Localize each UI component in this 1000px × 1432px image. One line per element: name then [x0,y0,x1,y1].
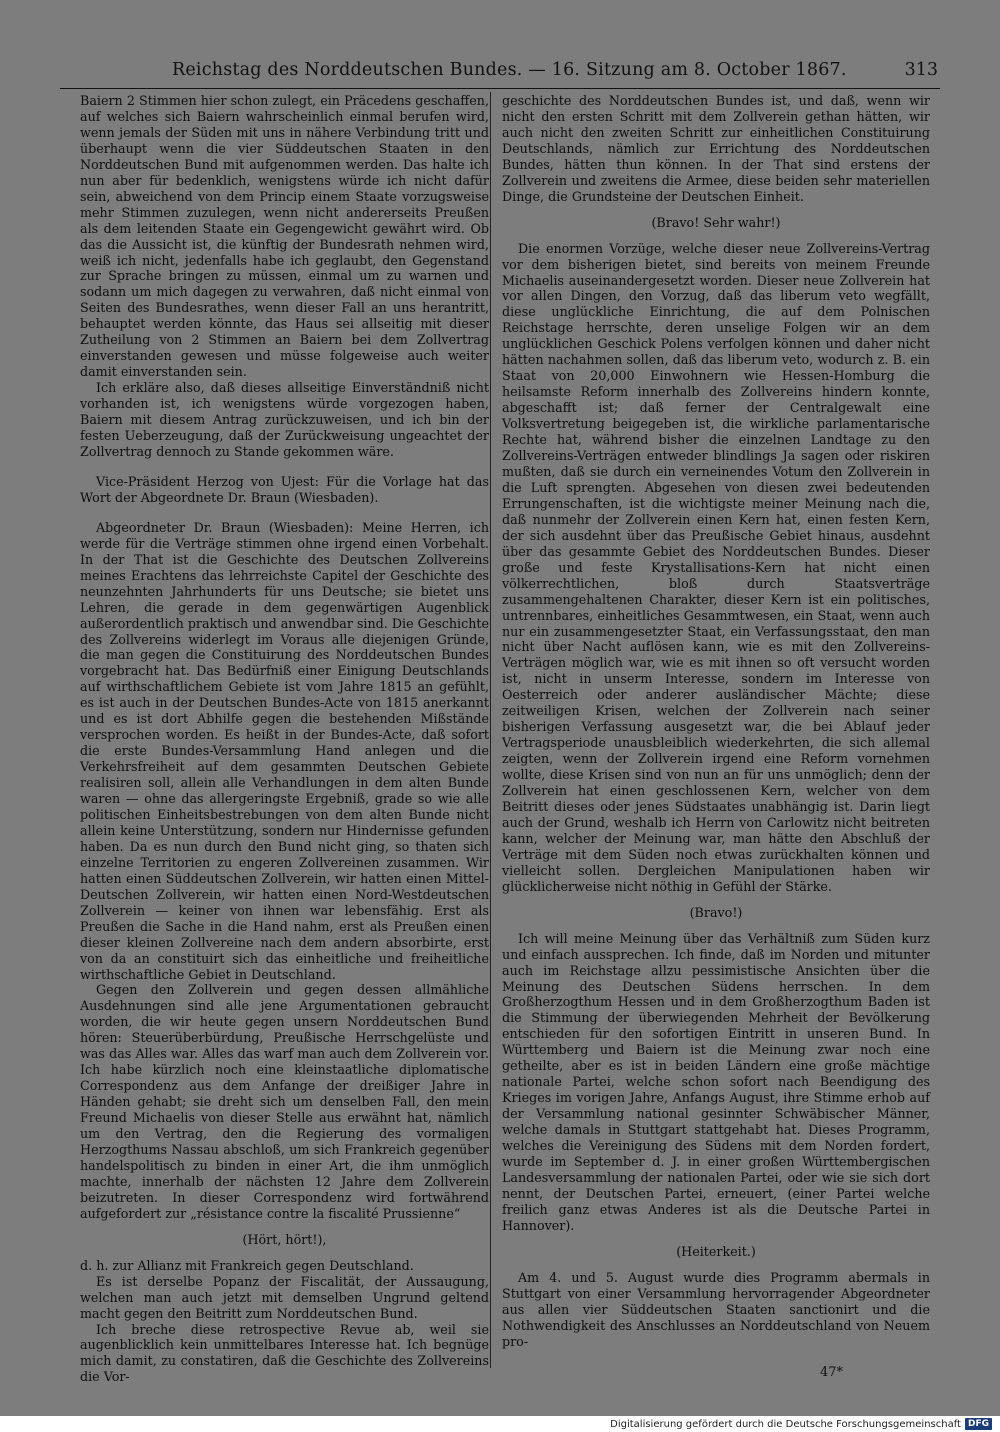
interjection: (Hört, hört!), [242,1231,327,1247]
paragraph: Gegen den Zollverein und gegen dessen allmähliche Ausdehnungen sind alle jene Argumentationen gebraucht worden, die wir heute gegen unsern Norddeutschen Bund hören: Steuerüberbürdung, Preußische Herrschgelüste und was das Alles war. Alles das warf man auch dem Zollverein vor. Ich habe kürzlich noch eine kleinstaatliche diplomatische Correspondenz aus dem Anfange der dreißiger Jahre in Händen gehabt; sie dreht sich um denselben Fall, den mein Freund Michaelis von dieser Stelle aus erwähnt hat, nämlich um den Vertrag, den die Regierung des vormaligen Herzogthums Nassau abschloß, um sich Frankreich gegenüber handelspolitisch zu binden in einer Art, die ihm unmöglich machte, innerhalb der nächsten 12 Jahre dem Zollverein beizutreten. In dieser Correspondenz wird fortwährend aufgefordert zur „résistance contre la fiscalité Prussienne“ [80,982,489,1221]
paragraph: geschichte des Norddeutschen Bundes ist, und daß, wenn wir nicht den ersten Schritt mit dem Zollverein gethan hätten, wir auch nicht den zweiten Schritt zur einheitlichen Constituirung Deutschlands, nämlich zur Errichtung des Norddeutschen Bundes, hätten thun können. In der That sind erstens der Zollverein und zweitens die Armee, diese beiden sehr materiellen Dinge, die Grundsteine der Deutschen Einheit. [502,93,930,204]
column-divider [490,92,491,1368]
paragraph: d. h. zur Allianz mit Frankreich gegen Deutschland. [80,1257,414,1273]
paragraph: Es ist derselbe Popanz der Fiscalität, der Aussaugung, welchen man auch jetzt mit demselben Ungrund geltend macht gegen den Beitritt zum Norddeutschen Bund. [80,1273,489,1321]
speaker-announcement: Vice-Präsident Herzog von Ujest: Für die Vorlage hat das Wort der Abgeordnete Dr. Braun (Wiesbaden). [80,473,489,505]
interjection: (Bravo!) [689,904,743,920]
page-header [60,58,940,89]
paragraph: Ich breche diese retrospective Revue ab, weil sie augenblicklich kein unmittelbares Interesse hat. Ich begnüge mich damit, zu constatiren, daß die Geschichte des Zollvereins die Vor- [80,1321,489,1385]
funding-note: Digitalisierung gefördert durch die Deutsche Forschungsgemeinschaft [610,1418,961,1430]
signature-mark: 47* [820,1365,844,1380]
dfg-logo-icon: DFG [965,1418,992,1430]
paragraph: Ich will meine Meinung über das Verhältniß zum Süden kurz und einfach aussprechen. Ich finde, daß im Norden und mitunter auch im Reichstage allzu pessimistische Ansichten über die Meinung des Deutschen Südens herrschen. In dem Großherzogthum Hessen und in dem Großherzogthum Baden ist die Stimmung der überwiegenden Mehrheit der Bevölkerung entschieden für den sofortigen Eintritt in unseren Bund. In Württemberg und Baiern ist die Meinung zwar noch eine getheilte, aber es ist in beiden Ländern eine große mächtige nationale Partei, welche schon sofort nach Beendigung des Krieges im vorigen Jahre, Anfangs August, ihre Stimme erhob auf der Versammlung national gesinnter Schwäbischer Männer, welche damals in Stuttgart stattgehabt hat. Dieses Programm, welches die Vereinigung des Südens mit dem Norden fordert, wurde im September d. J. in einer großen Württembergischen Landesversammlung der nationalen Partei, oder wie sie sich dort nennt, der Deutschen Partei, erneuert, (einer Partei welche freilich ganz etwas Anderes ist als die Deutsche Partei in Hannover). [502,930,930,1233]
left-column [80,93,489,1385]
footer [610,1416,992,1432]
paragraph: Ich erkläre also, daß dieses allseitige Einverständniß nicht vorhanden ist, ich wenigstens würde vorgezogen haben, Baiern mit diesem Antrag zurückzuweisen, und ich bin der festen Ueberzeugung, daß der Zurückweisung ungeachtet der Zollvertrag dennoch zu Stande gekommen wäre. [80,380,489,459]
paragraph: Baiern 2 Stimmen hier schon zulegt, ein Präcedens geschaffen, auf welches sich Baiern wahrscheinlich einmal berufen wird, wenn jemals der Süden mit uns in nähere Verbindung tritt und überhaupt wenn die vier Süddeutschen Staaten in den Norddeutschen Bund mit aufgenommen werden. Das halte ich nun aber für bedenklich, wenigstens würde ich nicht dafür sein, abweichend von dem Princip einem Staate vorzugsweise mehr Stimmen zuzulegen, wenn nicht andererseits Preußen als dem leitenden Staate ein Gegengewicht gewährt wird. Ob das die Aussicht ist, die künftig der Bundesrath nehmen wird, weiß ich nicht, jedenfalls habe ich geglaubt, den Gegenstand zur Sprache bringen zu müssen, einmal um zu warnen und sodann um mich dagegen zu verwahren, daß nicht einmal von Seiten des Bundesrathes, wenn dieser Fall an uns herantritt, behauptet werden könnte, das Haus sei allseitig mit dieser Zutheilung von 2 Stimmen an Baiern bei dem Zollvertrag einverstanden gewesen und müsse folgeweise auch weiter damit einverstanden sein. [80,93,489,380]
page-number: 313 [904,60,938,80]
right-column [502,93,930,1349]
paragraph: Die enormen Vorzüge, welche dieser neue Zollvereins-Vertrag vor dem bisherigen bietet, sind bereits von meinem Freunde Michaelis auseinandergesetzt worden. Dieser neue Zollverein hat vor allen Dingen, den Vorzug, daß das liberum veto wegfällt, diese unglückliche Einrichtung, die auf dem Polnischen Reichstage herrschte, deren unselige Folgen wir an dem unglücklichen Geschick Polens verfolgen können und daher nicht hätten nachahmen sollen, daß das liberum veto, wodurch z. B. ein Staat von 20,000 Einwohnern wie Hessen-Homburg die heilsamste Reform innerhalb des Zollvereins hindern konnte, abgeschafft ist; daß ferner der Centralgewalt eine Volksvertretung beigegeben ist, die wirkliche parlamentarische Rechte hat, während bisher die einzelnen Landtage zu den Zollvereins-Verträgen entweder blindlings Ja sagen oder riskiren mußten, daß sie durch ein verneinendes Votum den Zollverein in die Luft sprengten. Abgesehen von diesen zwei bedeutenden Errungenschaften, ist die wichtigste meiner Meinung nach die, daß nunmehr der Zollverein einen Kern hat, einen festen Kern, der sich ausdehnt über das Preußische Gebiet hinaus, ausdehnt über das gesammte Gebiet des Norddeutschen Bundes. Dieser große und feste Krystallisations-Kern hat nicht einen völkerrechtlichen, bloß durch Staatsverträge zusammengehaltenen Charakter, dieser Kern ist ein politisches, untrennbares, einheitliches Gesammtwesen, ein Staat, wenn auch nur ein zusammengesetzter Staat, ein Verfassungsstaat, den man nicht über Nacht auflösen kann, wie es mit den Zollvereins-Verträgen möglich war, wie es mit ihnen so oft versucht worden ist, nicht in unserm Interesse, sondern im Interesse von Oesterreich oder anderer ausländischer Mächte; diese zeitweiligen Krisen, welchen der Zollverein nach seiner bisherigen Verfassung ausgesetzt war, die bei Ablauf jeder Vertragsperiode unausbleiblich wiederkehrten, die sich allemal zeigten, wenn der Zollverein irgend eine Reform vornehmen wollte, diese Krisen sind von nun an für uns unmöglich; denn der Zollverein hat einen geschlossenen Kern, welcher von dem Beitritt dieses oder jenes Südstaates unabhängig ist. Darin liegt auch der Grund, weshalb ich Herrn von Carlowitz nicht beitreten kann, welcher der Meinung war, man hätte den Abschluß der Verträge mit dem Süden noch etwas zurückhalten können und vielleicht sollen. Dergleichen Manipulationen haben wir glücklicherweise nicht nöthig in Gefühl der Stärke. [502,240,930,894]
interjection: (Bravo! Sehr wahr!) [651,214,781,230]
paragraph: Am 4. und 5. August wurde dies Programm abermals in Stuttgart von einer Versammlung hervorragender Abgeordneter aus allen vier Süddeutschen Staaten sanctionirt und die Nothwendigkeit des Anschlusses an Norddeutschland von Neuem pro- [502,1269,930,1349]
running-title: Reichstag des Norddeutschen Bundes. — 16. Sitzung am 8. October 1867. [172,60,847,80]
speech-paragraph: Abgeordneter Dr. Braun (Wiesbaden): Meine Herren, ich werde für die Verträge stimmen ohne irgend einen Vorbehalt. In der That ist die Geschichte des Deutschen Zollvereins meines Erachtens das lehrreichste Capitel der Geschichte des neunzehnten Jahrhunderts für uns Deutsche; sie bietet uns Lehren, die gerade in dem gegenwärtigen Augenblick außerordentlich praktisch und anwendbar sind. Die Geschichte des Zollvereins widerlegt im Voraus alle diejenigen Gründe, die man gegen die Constituirung des Norddeutschen Bundes vorgebracht hat. Das Bedürfniß einer Einigung Deutschlands auf wirthschaftlichem Gebiete ist vom Jahre 1815 an gefühlt, es ist auch in der Deutschen Bundes-Acte von 1815 anerkannt und es ist dort Abhilfe gegen die bestehenden Mißstände versprochen worden. Es heißt in der Bundes-Acte, daß sofort die erste Bundes-Versammlung Hand anlegen und die Verkehrsfreiheit auf dem gesammten Deutschen Gebiete realisiren soll, allein alle Verhandlungen in dem alten Bunde waren — ohne das allergeringste Ergebniß, grade so wie alle politischen Einheitsbestrebungen von dem alten Bunde nicht allein keine Unterstützung, sondern nur Hindernisse gefunden haben. Da es nun durch den Bund nicht ging, so thaten sich einzelne Territorien zu engeren Zollvereinen zusammen. Wir hatten einen Süddeutschen Zollverein, wir hatten einen Mittel-Deutschen Zollverein, wir hatten einen Nord-Westdeutschen Zollverein — keiner von ihnen war lebensfähig. Erst als Preußen die Sache in die Hand nahm, erst als Preußen einen dieser kleinen Zollvereine nach dem andern absorbirte, erst von da an constituirt sich das einheitliche und freiheitliche wirthschaftliche Gebiet in Deutschland. [80,519,489,982]
interjection: (Heiterkeit.) [676,1243,756,1259]
